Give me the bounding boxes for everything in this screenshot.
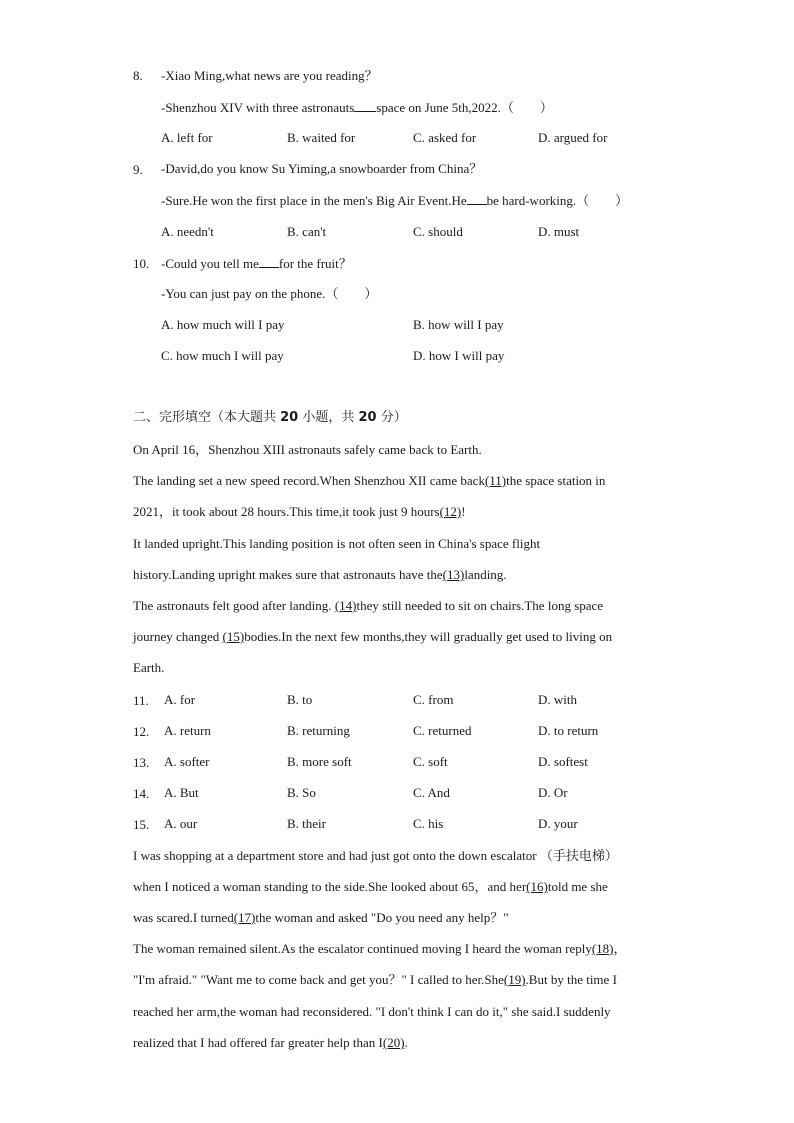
option-b[interactable]: B. their <box>287 816 326 831</box>
question-number: 13. <box>133 755 150 770</box>
cloze-blank-15[interactable]: (15) <box>222 629 245 644</box>
cloze-blank-17[interactable]: (17) <box>233 910 256 925</box>
question-stem <box>161 191 628 210</box>
option-b[interactable]: B. to <box>287 692 313 707</box>
passage-line: was scared.I turned(17)the woman and asked "Do you need any help？" <box>133 910 509 925</box>
option-c[interactable]: C. asked for <box>413 130 477 145</box>
passage-line: The landing set a new speed record.When Shenzhou XII came back(11)the space station in <box>133 473 606 488</box>
option-c[interactable]: C. should <box>413 224 463 239</box>
cloze-blank-16[interactable]: (16) <box>526 879 548 894</box>
option-a[interactable]: A. softer <box>164 754 210 769</box>
passage-line: The astronauts felt good after landing. (14)they still needed to sit on chairs.The long space <box>133 598 604 613</box>
option-d[interactable]: D. Or <box>538 785 568 800</box>
passage-line: reached her arm,the woman had reconsidered. "I don't think I can do it," she said.I suddenly <box>133 1004 611 1019</box>
cloze-blank-11[interactable]: (11) <box>484 473 507 488</box>
option-a[interactable]: A. our <box>164 816 198 831</box>
stem-text: space on June 5th,2022.（ ） <box>376 100 553 115</box>
cloze-blank-20[interactable]: (20) <box>382 1035 405 1050</box>
option-b[interactable]: B. waited for <box>287 130 356 145</box>
cloze-blank-12[interactable]: (12) <box>439 504 462 519</box>
stem-text: -Sure.He won the first place in the men's Big Air Event.He <box>161 193 467 208</box>
option-a[interactable]: A. But <box>164 785 199 800</box>
question-number: 8. <box>133 68 143 83</box>
option-d[interactable]: D. argued for <box>538 130 608 145</box>
option-b[interactable]: B. returning <box>287 723 350 738</box>
option-b[interactable]: B. more soft <box>287 754 352 769</box>
option-a[interactable]: A. return <box>164 723 211 738</box>
passage-line: history.Landing upright makes sure that astronauts have the(13)landing. <box>133 567 507 582</box>
option-c[interactable]: C. his <box>413 816 444 831</box>
passage-line: The woman remained silent.As the escalator continued moving I heard the woman reply(18)， <box>133 941 627 956</box>
option-c[interactable]: C. And <box>413 785 450 800</box>
cloze-blank-14[interactable]: (14) <box>334 598 357 613</box>
question-prompt <box>161 254 352 273</box>
question-number: 12. <box>133 724 150 739</box>
question-stem: -You can just pay on the phone.（ ） <box>161 286 378 301</box>
stem-text: -Shenzhou XIV with three astronauts <box>161 100 355 115</box>
option-a[interactable]: A. how much will I pay <box>161 317 285 332</box>
prompt-text: for the fruit？ <box>278 256 352 271</box>
passage-line: On April 16，Shenzhou XIII astronauts safely came back to Earth. <box>133 442 482 457</box>
passage-line: 2021，it took about 28 hours.This time,it took just 9 hours(12)! <box>133 504 466 519</box>
question-number: 9. <box>133 162 143 177</box>
option-a[interactable]: A. for <box>164 692 196 707</box>
question-number: 10. <box>133 256 150 271</box>
question-stem <box>161 98 553 117</box>
option-d[interactable]: D. your <box>538 816 578 831</box>
option-d[interactable]: D. must <box>538 224 580 239</box>
cloze-blank-19[interactable]: (19) <box>503 972 526 987</box>
option-c[interactable]: C. from <box>413 692 454 707</box>
option-d[interactable]: D. how I will pay <box>413 348 505 363</box>
answer-blank <box>467 191 487 205</box>
question-prompt: -Xiao Ming,what news are you reading？ <box>161 68 378 83</box>
question-number: 11. <box>133 693 149 708</box>
cloze-blank-13[interactable]: (13) <box>442 567 465 582</box>
option-d[interactable]: D. with <box>538 692 577 707</box>
option-c[interactable]: C. returned <box>413 723 472 738</box>
stem-text: be hard-working.（ ） <box>486 193 629 208</box>
passage-line: It landed upright.This landing position is not often seen in China's space flight <box>133 536 541 551</box>
prompt-text: -Could you tell me <box>161 256 259 271</box>
passage-line: Earth. <box>133 660 165 675</box>
answer-blank <box>259 254 279 268</box>
option-d[interactable]: D. to return <box>538 723 599 738</box>
question-number: 15. <box>133 817 150 832</box>
option-b[interactable]: B. can't <box>287 224 327 239</box>
answer-blank <box>354 98 376 112</box>
passage-line: I was shopping at a department store and had just got onto the down escalator （手扶电梯） <box>133 848 618 864</box>
option-c[interactable]: C. soft <box>413 754 448 769</box>
option-a[interactable]: A. left for <box>161 130 213 145</box>
section-heading: 二、完形填空（本大题共 20 小题，共 20 分） <box>133 410 407 425</box>
question-number: 14. <box>133 786 150 801</box>
question-prompt: -David,do you know Su Yiming,a snowboarder from China？ <box>161 161 483 176</box>
option-a[interactable]: A. needn't <box>161 224 214 239</box>
passage-line: journey changed (15)bodies.In the next few months,they will gradually get used to living on <box>133 629 613 644</box>
passage-line: when I noticed a woman standing to the side.She looked about 65，and her(16)told me she <box>133 879 608 894</box>
passage-line: realized that I had offered far greater help than I(20). <box>133 1035 408 1050</box>
option-d[interactable]: D. softest <box>538 754 588 769</box>
cloze-blank-18[interactable]: (18) <box>591 941 614 956</box>
option-c[interactable]: C. how much I will pay <box>161 348 284 363</box>
passage-line: "I'm afraid." "Want me to come back and get you？" I called to her.She(19).But by the time I <box>133 972 617 987</box>
option-b[interactable]: B. how will I pay <box>413 317 504 332</box>
option-b[interactable]: B. So <box>287 785 316 800</box>
